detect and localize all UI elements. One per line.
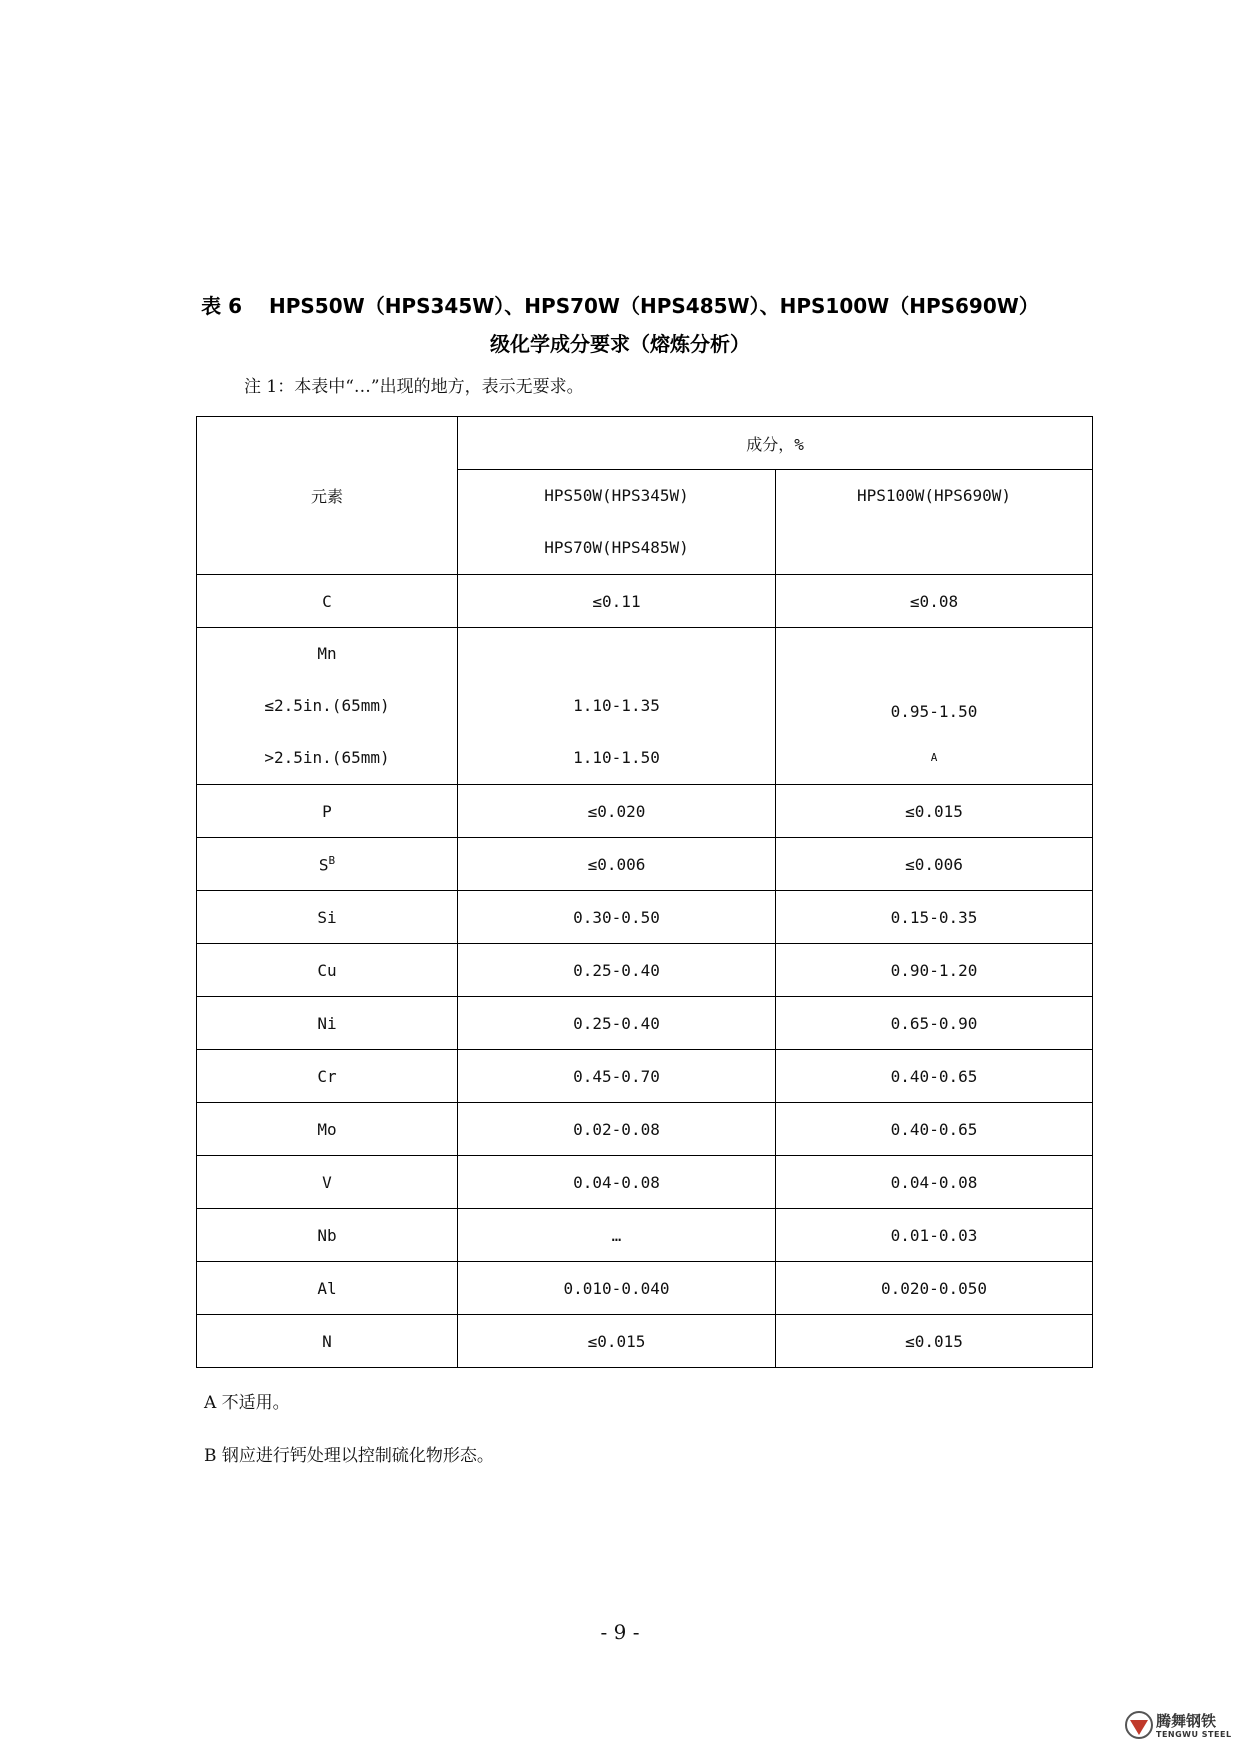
table-row [197, 1050, 1093, 1103]
element-cell: P [197, 785, 458, 838]
mn-element: Mn [317, 644, 337, 663]
logo-text-cn: 腾舞钢铁 [1156, 1712, 1217, 1730]
grade1-value: ≤0.11 [458, 575, 776, 628]
footnote-a: A 不适用。 [204, 1393, 290, 1413]
grade2-value: 0.40-0.65 [776, 1103, 1093, 1156]
grade2-value: 0.01-0.03 [776, 1209, 1093, 1262]
element-cell: Cr [197, 1050, 458, 1103]
grade2-value: 0.40-0.65 [776, 1050, 1093, 1103]
table-row [197, 1103, 1093, 1156]
header-grade-2 [776, 470, 1093, 575]
table-row [197, 1209, 1093, 1262]
grade2-value: 0.90-1.20 [776, 944, 1093, 997]
header-element: 元素 [197, 417, 458, 575]
table-row [197, 891, 1093, 944]
logo-text-en: TENGWU STEEL [1156, 1730, 1232, 1739]
grade2-value: ≤0.015 [776, 785, 1093, 838]
mn-grade2 [776, 628, 1093, 785]
header-grade-1 [458, 470, 776, 575]
mn-sub1: ≤2.5in.(65mm) [264, 696, 390, 715]
table-title-line2: 级化学成分要求（熔炼分析） [490, 332, 750, 356]
element-cell-mn [197, 628, 458, 785]
grade1-value: ≤0.020 [458, 785, 776, 838]
grade1-value: 0.30-0.50 [458, 891, 776, 944]
grade-1-line2: HPS70W(HPS485W) [544, 538, 689, 557]
element-cell: Si [197, 891, 458, 944]
mn-grade1-sub2: 1.10-1.50 [573, 748, 660, 767]
company-logo [1124, 1706, 1234, 1746]
table-row [197, 944, 1093, 997]
footnote-b: B 钢应进行钙处理以控制硫化物形态。 [204, 1446, 494, 1466]
s-element: S [318, 855, 329, 875]
element-cell: Nb [197, 1209, 458, 1262]
table-row [197, 785, 1093, 838]
mn-grade2-sub1: 0.95-1.50 [890, 702, 978, 721]
grade2-value: 0.04-0.08 [776, 1156, 1093, 1209]
grade1-value: 0.02-0.08 [458, 1103, 776, 1156]
grade1-value: 0.04-0.08 [458, 1156, 776, 1209]
element-cell: Cu [197, 944, 458, 997]
element-cell: V [197, 1156, 458, 1209]
mn-grade2-sub2: A [930, 751, 938, 764]
element-cell: C [197, 575, 458, 628]
grade2-value: ≤0.006 [776, 838, 1093, 891]
table-note: 注 1：本表中“…”出现的地方，表示无要求。 [244, 377, 584, 397]
grade-1-line1: HPS50W(HPS345W) [544, 486, 689, 505]
grade1-value: ≤0.015 [458, 1315, 776, 1368]
table-title-line1: 表 6 HPS50W（HPS345W）、HPS70W（HPS485W）、HPS100W（HPS690W） [201, 294, 1039, 318]
table-row [197, 997, 1093, 1050]
chemical-composition-table [196, 416, 1093, 1368]
header-composition: 成分，% [458, 417, 1093, 470]
logo-mark-icon [1124, 1710, 1154, 1740]
grade2-value: ≤0.08 [776, 575, 1093, 628]
grade2-value: 0.65-0.90 [776, 997, 1093, 1050]
grade1-value: ≤0.006 [458, 838, 776, 891]
element-cell: Al [197, 1262, 458, 1315]
element-cell-s [197, 838, 458, 891]
s-footnote-mark: B [328, 853, 336, 867]
grade1-value: 0.010-0.040 [458, 1262, 776, 1315]
table-row [197, 575, 1093, 628]
grade1-value: 0.45-0.70 [458, 1050, 776, 1103]
table-row [197, 1315, 1093, 1368]
grade1-value: … [458, 1209, 776, 1262]
table-row [197, 1156, 1093, 1209]
mn-sub2: >2.5in.(65mm) [264, 748, 390, 767]
table-row-s [197, 838, 1093, 891]
grade1-value: 0.25-0.40 [458, 944, 776, 997]
element-cell: Mo [197, 1103, 458, 1156]
grade1-value: 0.25-0.40 [458, 997, 776, 1050]
element-cell: Ni [197, 997, 458, 1050]
table-row [197, 1262, 1093, 1315]
mn-grade1 [458, 628, 776, 785]
table-row-mn [197, 628, 1093, 785]
element-cell: N [197, 1315, 458, 1368]
grade2-value: 0.020-0.050 [776, 1262, 1093, 1315]
grade-2-label: HPS100W(HPS690W) [856, 486, 1012, 505]
grade2-value: ≤0.015 [776, 1315, 1093, 1368]
grade2-value: 0.15-0.35 [776, 891, 1093, 944]
mn-grade1-sub1: 1.10-1.35 [573, 696, 660, 715]
page-number: - 9 - [600, 1620, 640, 1644]
